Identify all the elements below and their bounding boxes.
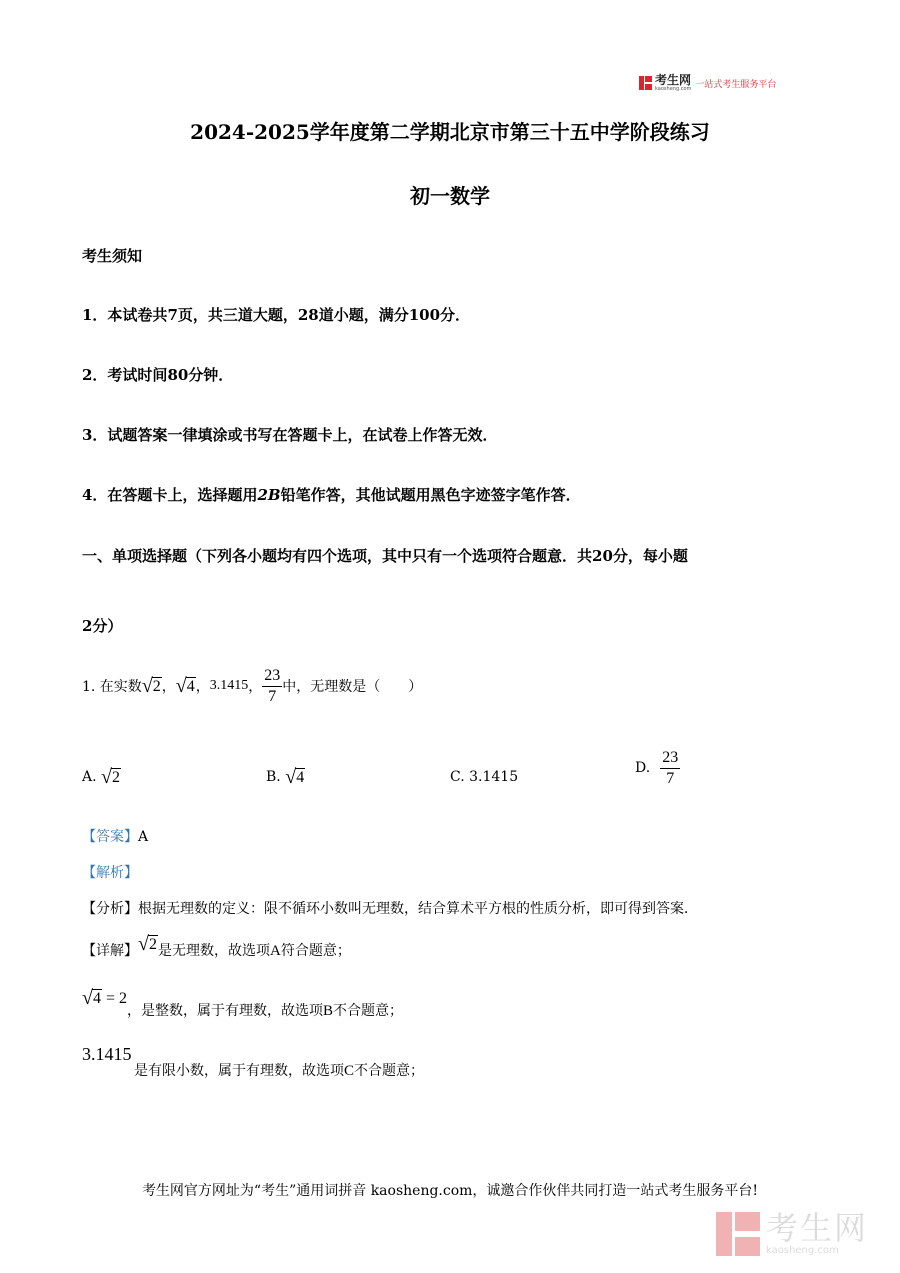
detail-1-text-b: 符合题意； bbox=[280, 943, 351, 959]
q1-prefix: 1. 在实数 bbox=[82, 679, 142, 695]
detail-2-text-b: 不合题意； bbox=[333, 1003, 404, 1019]
detail-2-equation bbox=[82, 988, 127, 1008]
footer-text: 考生网官方网址为“考生”通用词拼音 kaosheng.com，诚邀合作伙伴共同打造一站式考生服务平台! bbox=[141, 1183, 759, 1199]
logo-name: 考生网 bbox=[655, 73, 692, 87]
section-heading-line1: 一、单项选择题（下列各小题均有四个选项，其中只有一个选项符合题意．共20分，每小题 bbox=[82, 547, 688, 565]
page-title: 2024-2025学年度第二学期北京市第三十五中学阶段练习 bbox=[190, 120, 710, 144]
detail-3-option: C bbox=[344, 1063, 355, 1079]
q1-decimal: 3.1415 bbox=[209, 678, 249, 693]
option-a-label: A. bbox=[82, 769, 97, 785]
analysis-tag: 【解析】 bbox=[82, 865, 138, 881]
fenxi-line bbox=[82, 898, 698, 918]
notice-item-1: 1．本试卷共7页，共三道大题，28道小题，满分100分． bbox=[82, 306, 471, 324]
detail-3-value: 3.1415 bbox=[82, 1044, 132, 1064]
option-b[interactable] bbox=[266, 762, 305, 792]
option-d-fraction: $\frac{23}{7}$ bbox=[662, 748, 679, 787]
option-a-sqrt: √ 2 bbox=[101, 766, 120, 788]
notice-item-2: 2．考试时间80分钟． bbox=[82, 366, 234, 384]
fenxi-text: 根据无理数的定义：限不循环小数叫无理数，结合算术平方根的性质分析，即可得到答案． bbox=[138, 901, 698, 917]
option-b-label: B. bbox=[266, 769, 281, 785]
logo-slogan: 一站式考生服务平台 bbox=[695, 79, 777, 90]
question-1 bbox=[82, 660, 422, 712]
page-subtitle: 初一数学 bbox=[410, 184, 490, 208]
fenxi-tag: 【分析】 bbox=[82, 901, 138, 917]
notice-item-4-text-b: 铅笔作答，其他试题用黑色字迹签字笔作答． bbox=[280, 486, 581, 504]
option-c-label: C. bbox=[450, 769, 465, 785]
watermark-logo bbox=[716, 1209, 869, 1256]
detail-1-option: A bbox=[269, 943, 281, 959]
option-c-value: 3.1415 bbox=[469, 769, 519, 785]
logo-domain: kaosheng.com bbox=[655, 86, 692, 92]
answer-value: A bbox=[138, 829, 149, 845]
option-c[interactable] bbox=[450, 762, 518, 792]
detail-3-text-b: 不合题意； bbox=[354, 1063, 425, 1079]
section-heading-line2: 2分） bbox=[82, 617, 123, 635]
site-logo[interactable] bbox=[639, 74, 776, 92]
q1-sqrt2: √ 2 bbox=[141, 675, 161, 697]
detail-2-text-a: ，是整数，属于有理数，故选项 bbox=[127, 1003, 324, 1019]
answer-tag: 【答案】 bbox=[82, 829, 138, 845]
notice-item-4-text-a: 4．在答题卡上，选择题用 bbox=[82, 486, 258, 504]
notice-item-3: 3．试题答案一律填涂或书写在答题卡上，在试卷上作答无效． bbox=[82, 426, 498, 444]
detail-line-1 bbox=[82, 930, 351, 960]
detail-line-3 bbox=[134, 1060, 424, 1080]
q1-comma-3: ， bbox=[248, 679, 263, 695]
option-b-sqrt: √ 4 bbox=[285, 766, 305, 788]
option-a[interactable] bbox=[82, 762, 121, 792]
detail-3-text-a: 是有限小数，属于有理数，故选项 bbox=[134, 1063, 344, 1079]
option-d-label: D. bbox=[635, 760, 651, 776]
detail-2-sqrt: √ 4 bbox=[82, 987, 101, 1009]
watermark-domain: kaosheng.com bbox=[766, 1245, 839, 1256]
logo-mark-icon bbox=[639, 76, 652, 90]
q1-suffix: 中，无理数是（ ） bbox=[282, 679, 423, 695]
watermark-name: 考生网 bbox=[766, 1209, 869, 1247]
notice-item-4-pencil: 2B bbox=[257, 486, 281, 504]
detail-1-sqrt: √ 2 bbox=[138, 933, 157, 955]
xiangjie-tag: 【详解】 bbox=[82, 943, 138, 959]
detail-line-2 bbox=[82, 986, 403, 1020]
answer-line bbox=[82, 826, 148, 846]
q1-comma-2: ， bbox=[195, 679, 210, 695]
q1-sqrt4: √ 4 bbox=[175, 675, 195, 697]
detail-1-text-a: 是无理数，故选项 bbox=[157, 943, 270, 959]
q1-fraction: $\frac{23}{7}$ bbox=[264, 666, 281, 705]
option-d[interactable] bbox=[635, 742, 680, 794]
detail-2-option: B bbox=[323, 1003, 334, 1019]
detail-2-eq: = 2 bbox=[105, 990, 128, 1007]
notice-heading: 考生须知 bbox=[82, 247, 143, 265]
notice-item-4 bbox=[82, 484, 581, 505]
watermark-mark-icon bbox=[716, 1212, 760, 1256]
q1-comma-1: ， bbox=[161, 679, 176, 695]
